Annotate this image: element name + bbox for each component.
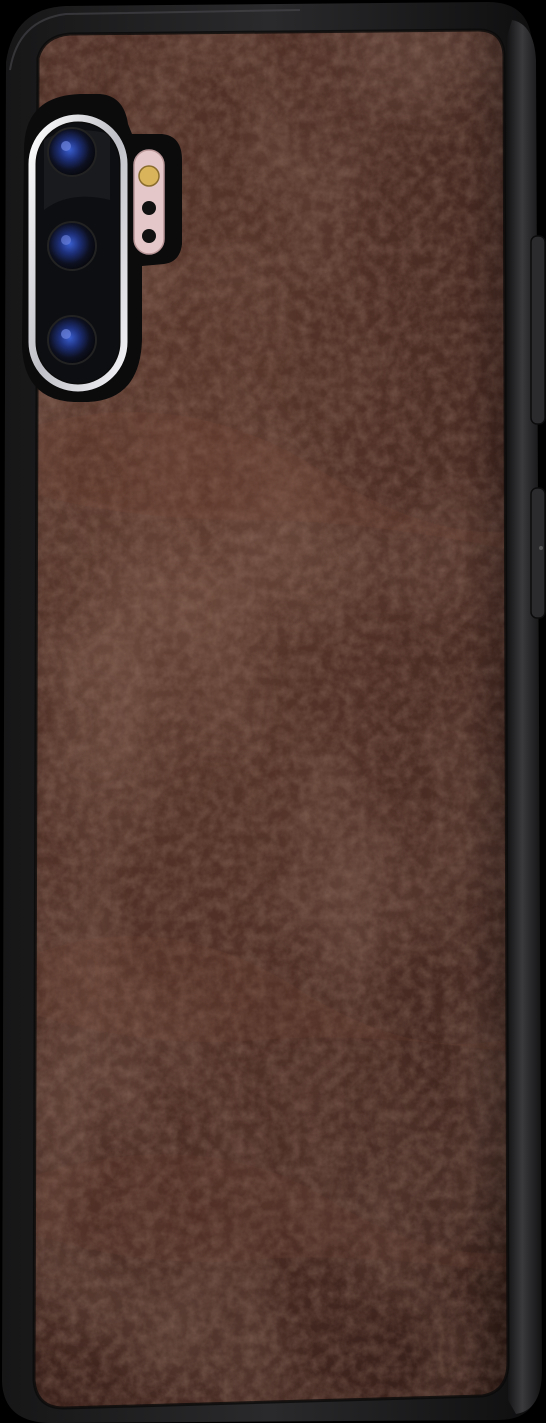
power-button-dot [539, 546, 543, 550]
camera-lens-middle-icon [48, 222, 96, 270]
microphone-dot-icon [142, 229, 156, 243]
case-side-rail [506, 20, 542, 1414]
power-button-cover [531, 488, 545, 618]
flash-icon [139, 166, 159, 186]
camera-lens-top-icon [48, 128, 96, 176]
sensor-dot-icon [142, 201, 156, 215]
camera-lens-bottom-icon [48, 316, 96, 364]
volume-button-cover [531, 236, 545, 424]
